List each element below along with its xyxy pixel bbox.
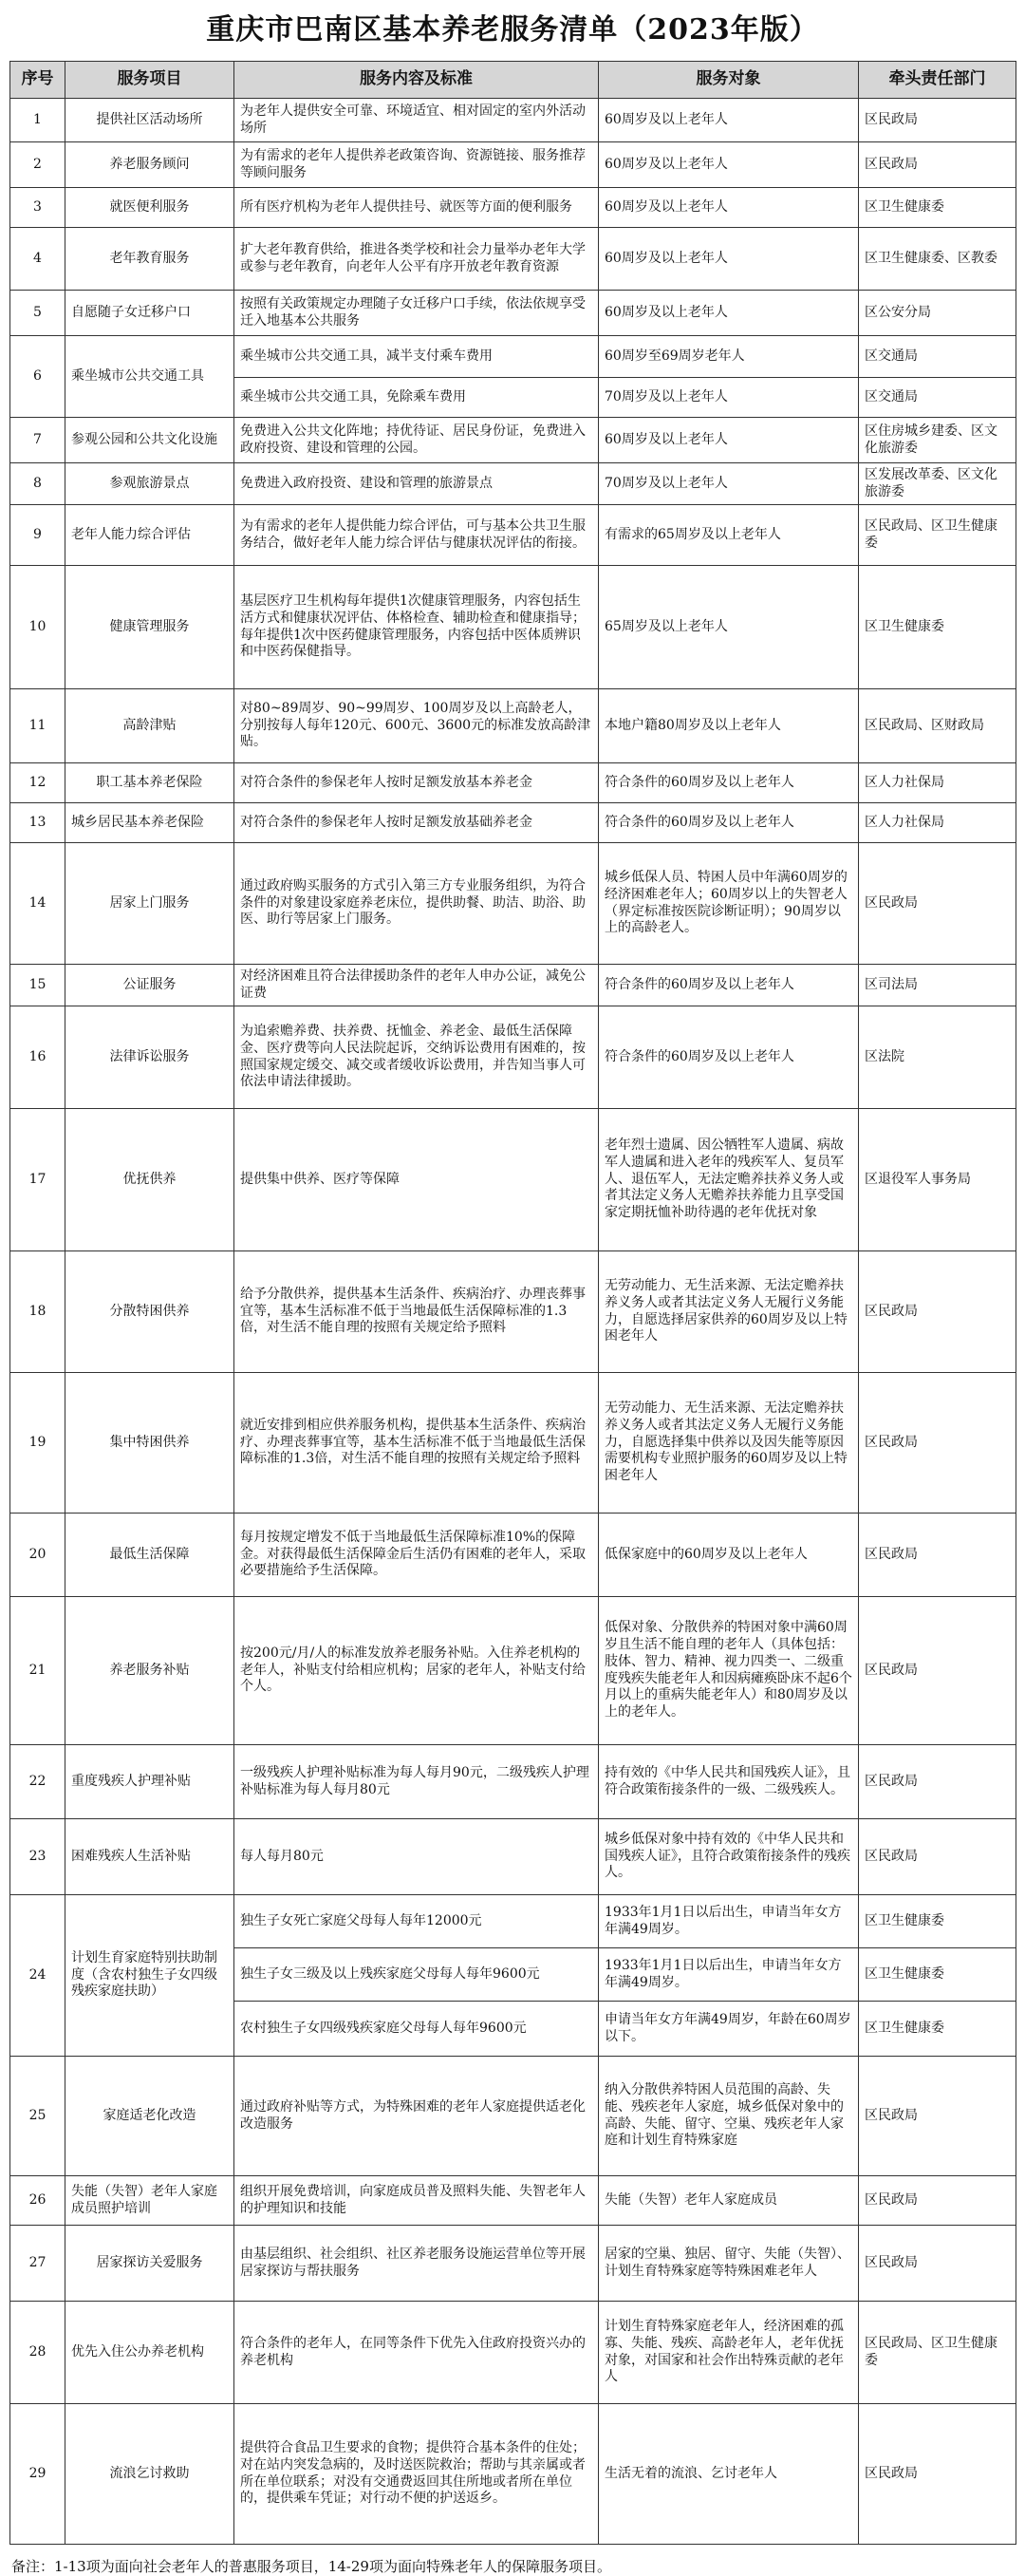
service-item: 老年教育服务	[65, 228, 234, 291]
service-target: 老年烈士遗属、因公牺牲军人遗属、病故军人遗属和进入老年的残疾军人、复员军人、退伍军人，无法定赡养扶养义务人或者其法定义务人无赡养扶养能力且享受国家定期抚恤补助待遇的老年优抚对象	[599, 1109, 859, 1251]
responsible-department: 区民政局	[859, 2176, 1016, 2226]
table-row	[10, 418, 1016, 463]
responsible-department: 区民政局	[859, 1597, 1016, 1745]
row-number: 25	[10, 2057, 65, 2176]
service-target: 低保家庭中的60周岁及以上老年人	[599, 1514, 859, 1597]
service-target: 70周岁及以上老年人	[599, 378, 859, 418]
service-item: 乘坐城市公共交通工具	[65, 336, 234, 418]
responsible-department: 区法院	[859, 1006, 1016, 1109]
table-row	[10, 965, 1016, 1006]
service-content: 提供符合食品卫生要求的食物；提供符合基本条件的住处；对在站内突发急病的，及时送医院救治；帮助与其亲属或者所在单位联系；对没有交通费返回其住所地或者所在单位的，提供乘车凭证；对行动不便的护送返乡。	[234, 2404, 599, 2545]
service-item: 高龄津贴	[65, 689, 234, 763]
service-content: 提供集中供养、医疗等保障	[234, 1109, 599, 1251]
service-item: 参观公园和公共文化设施	[65, 418, 234, 463]
table-row	[10, 505, 1016, 566]
service-target: 纳入分散供养特困人员范围的高龄、失能、残疾老年人家庭，城乡低保对象中的高龄、失能、留守、空巢、残疾老年人家庭和计划生育特殊家庭	[599, 2057, 859, 2176]
row-number: 13	[10, 803, 65, 843]
table-row	[10, 566, 1016, 689]
table-row	[10, 1251, 1016, 1373]
table-row	[10, 2057, 1016, 2176]
table-row	[10, 463, 1016, 505]
service-item: 优先入住公办养老机构	[65, 2302, 234, 2404]
service-target: 60周岁及以上老年人	[599, 291, 859, 336]
service-target: 60周岁及以上老年人	[599, 418, 859, 463]
service-target: 无劳动能力、无生活来源、无法定赡养扶养义务人或者其法定义务人无履行义务能力，自愿选择集中供养以及因失能等原因需要机构专业照护服务的60周岁及以上特困老年人	[599, 1373, 859, 1514]
service-item: 家庭适老化改造	[65, 2057, 234, 2176]
service-content: 一级残疾人护理补贴标准为每人每月90元，二级残疾人护理补贴标准为每人每月80元	[234, 1745, 599, 1819]
responsible-department: 区卫生健康委	[859, 1895, 1016, 1948]
service-item: 最低生活保障	[65, 1514, 234, 1597]
responsible-department: 区退役军人事务局	[859, 1109, 1016, 1251]
service-target: 本地户籍80周岁及以上老年人	[599, 689, 859, 763]
table-row	[10, 803, 1016, 843]
table-row	[10, 1373, 1016, 1514]
service-target: 60周岁至69周岁老年人	[599, 336, 859, 378]
row-number: 17	[10, 1109, 65, 1251]
service-content: 为追索赡养费、扶养费、抚恤金、养老金、最低生活保障金、医疗费等向人民法院起诉，交纳诉讼费用有困难的，按照国家规定缓交、减交或者缓收诉讼费用，并告知当事人可依法申请法律援助。	[234, 1006, 599, 1109]
service-content: 通过政府购买服务的方式引入第三方专业服务组织，为符合条件的对象建设家庭养老床位，提供助餐、助洁、助浴、助医、助行等居家上门服务。	[234, 843, 599, 965]
service-item: 参观旅游景点	[65, 463, 234, 505]
service-content: 由基层组织、社会组织、社区养老服务设施运营单位等开展居家探访与帮扶服务	[234, 2226, 599, 2302]
header-service-target: 服务对象	[599, 62, 859, 99]
table-row	[10, 2176, 1016, 2226]
row-number: 24	[10, 1895, 65, 2057]
row-number: 4	[10, 228, 65, 291]
responsible-department: 区住房城乡建委、区文化旅游委	[859, 418, 1016, 463]
service-content: 扩大老年教育供给，推进各类学校和社会力量举办老年大学或参与老年教育，向老年人公平有序开放老年教育资源	[234, 228, 599, 291]
header-department: 牵头责任部门	[859, 62, 1016, 99]
service-target: 计划生育特殊家庭老年人，经济困难的孤寡、失能、残疾、高龄老年人，老年优抚对象，对国家和社会作出特殊贡献的老年人	[599, 2302, 859, 2404]
row-number: 16	[10, 1006, 65, 1109]
service-item: 健康管理服务	[65, 566, 234, 689]
row-number: 23	[10, 1819, 65, 1895]
service-target: 60周岁及以上老年人	[599, 99, 859, 142]
service-target: 符合条件的60周岁及以上老年人	[599, 965, 859, 1006]
service-item: 公证服务	[65, 965, 234, 1006]
service-content: 免费进入公共文化阵地；持优待证、居民身份证，免费进入政府投资、建设和管理的公园。	[234, 418, 599, 463]
service-target: 70周岁及以上老年人	[599, 463, 859, 505]
table-row	[10, 1895, 1016, 1948]
service-content: 按照有关政策规定办理随子女迁移户口手续，依法依规享受迁入地基本公共服务	[234, 291, 599, 336]
responsible-department: 区卫生健康委	[859, 2002, 1016, 2057]
header-service-content: 服务内容及标准	[234, 62, 599, 99]
service-target: 有需求的65周岁及以上老年人	[599, 505, 859, 566]
service-target: 1933年1月1日以后出生，申请当年女方年满49周岁。	[599, 1948, 859, 2002]
service-content: 农村独生子女四级残疾家庭父母每人每年9600元	[234, 2002, 599, 2057]
service-target: 失能（失智）老年人家庭成员	[599, 2176, 859, 2226]
service-item: 流浪乞讨救助	[65, 2404, 234, 2545]
table-row	[10, 1819, 1016, 1895]
header-number: 序号	[10, 62, 65, 99]
service-target: 居家的空巢、独居、留守、失能（失智）、计划生育特殊家庭等特殊困难老年人	[599, 2226, 859, 2302]
row-number: 10	[10, 566, 65, 689]
row-number: 9	[10, 505, 65, 566]
responsible-department: 区交通局	[859, 378, 1016, 418]
row-number: 11	[10, 689, 65, 763]
responsible-department: 区人力社保局	[859, 803, 1016, 843]
service-content: 所有医疗机构为老年人提供挂号、就医等方面的便利服务	[234, 188, 599, 228]
table-body	[10, 99, 1016, 2545]
table-row	[10, 2302, 1016, 2404]
service-item: 失能（失智）老年人家庭成员照护培训	[65, 2176, 234, 2226]
service-content: 为有需求的老年人提供养老政策咨询、资源链接、服务推荐等顾问服务	[234, 142, 599, 188]
service-content: 为老年人提供安全可靠、环境适宜、相对固定的室内外活动场所	[234, 99, 599, 142]
row-number: 6	[10, 336, 65, 418]
service-content: 免费进入政府投资、建设和管理的旅游景点	[234, 463, 599, 505]
row-number: 12	[10, 763, 65, 803]
row-number: 19	[10, 1373, 65, 1514]
service-target: 符合条件的60周岁及以上老年人	[599, 803, 859, 843]
service-content: 为有需求的老年人提供能力综合评估，可与基本公共卫生服务结合，做好老年人能力综合评估与健康状况评估的衔接。	[234, 505, 599, 566]
row-number: 27	[10, 2226, 65, 2302]
service-item: 自愿随子女迁移户口	[65, 291, 234, 336]
service-content: 组织开展免费培训，向家庭成员普及照料失能、失智老年人的护理知识和技能	[234, 2176, 599, 2226]
service-target: 生活无着的流浪、乞讨老年人	[599, 2404, 859, 2545]
responsible-department: 区卫生健康委	[859, 566, 1016, 689]
row-number: 14	[10, 843, 65, 965]
service-item: 提供社区活动场所	[65, 99, 234, 142]
responsible-department: 区民政局	[859, 2404, 1016, 2545]
service-target: 60周岁及以上老年人	[599, 228, 859, 291]
service-item: 养老服务顾问	[65, 142, 234, 188]
row-number: 7	[10, 418, 65, 463]
responsible-department: 区民政局	[859, 99, 1016, 142]
responsible-department: 区发展改革委、区文化旅游委	[859, 463, 1016, 505]
responsible-department: 区民政局、区卫生健康委	[859, 505, 1016, 566]
service-item: 法律诉讼服务	[65, 1006, 234, 1109]
table-row	[10, 2404, 1016, 2545]
row-number: 18	[10, 1251, 65, 1373]
row-number: 1	[10, 99, 65, 142]
table-row	[10, 1109, 1016, 1251]
table-row	[10, 291, 1016, 336]
service-content: 按200元/月/人的标准发放养老服务补贴。入住养老机构的老年人，补贴支付给相应机构；居家的老年人，补贴支付给个人。	[234, 1597, 599, 1745]
row-number: 2	[10, 142, 65, 188]
service-content: 就近安排到相应供养服务机构，提供基本生活条件、疾病治疗、办理丧葬事宜等，基本生活标准不低于当地最低生活保障标准的1.3倍，对生活不能自理的按照有关规定给予照料	[234, 1373, 599, 1514]
service-target: 1933年1月1日以后出生，申请当年女方年满49周岁。	[599, 1895, 859, 1948]
row-number: 20	[10, 1514, 65, 1597]
table-row	[10, 1006, 1016, 1109]
service-content: 符合条件的老年人，在同等条件下优先入住政府投资兴办的养老机构	[234, 2302, 599, 2404]
service-target: 申请当年女方年满49周岁，年龄在60周岁以下。	[599, 2002, 859, 2057]
service-target: 60周岁及以上老年人	[599, 142, 859, 188]
row-number: 15	[10, 965, 65, 1006]
service-target: 城乡低保对象中持有效的《中华人民共和国残疾人证》，且符合政策衔接条件的残疾人。	[599, 1819, 859, 1895]
service-item: 职工基本养老保险	[65, 763, 234, 803]
row-number: 28	[10, 2302, 65, 2404]
table-row	[10, 1745, 1016, 1819]
service-item: 居家探访关爱服务	[65, 2226, 234, 2302]
service-target: 符合条件的60周岁及以上老年人	[599, 763, 859, 803]
responsible-department: 区民政局	[859, 843, 1016, 965]
responsible-department: 区司法局	[859, 965, 1016, 1006]
table-row	[10, 2226, 1016, 2302]
responsible-department: 区民政局	[859, 142, 1016, 188]
footnote: 备注：1-13项为面向社会老年人的普惠服务项目，14-29项为面向特殊老年人的保障服务项目。	[11, 2558, 611, 2575]
header-service-item: 服务项目	[65, 62, 234, 99]
service-content: 通过政府补贴等方式，为特殊困难的老年人家庭提供适老化改造服务	[234, 2057, 599, 2176]
responsible-department: 区民政局、区卫生健康委	[859, 2302, 1016, 2404]
responsible-department: 区卫生健康委	[859, 188, 1016, 228]
service-target: 65周岁及以上老年人	[599, 566, 859, 689]
responsible-department: 区卫生健康委、区教委	[859, 228, 1016, 291]
responsible-department: 区民政局	[859, 1514, 1016, 1597]
responsible-department: 区交通局	[859, 336, 1016, 378]
service-content: 给予分散供养，提供基本生活条件、疾病治疗、办理丧葬事宜等，基本生活标准不低于当地最低生活保障标准的1.3倍，对生活不能自理的按照有关规定给予照料	[234, 1251, 599, 1373]
responsible-department: 区民政局	[859, 1251, 1016, 1373]
responsible-department: 区民政局、区财政局	[859, 689, 1016, 763]
service-item: 城乡居民基本养老保险	[65, 803, 234, 843]
service-content: 每月按规定增发不低于当地最低生活保障标准10%的保障金。对获得最低生活保障金后生活仍有困难的老年人，采取必要措施给予生活保障。	[234, 1514, 599, 1597]
service-target: 符合条件的60周岁及以上老年人	[599, 1006, 859, 1109]
responsible-department: 区民政局	[859, 1745, 1016, 1819]
service-target: 持有效的《中华人民共和国残疾人证》，且符合政策衔接条件的一级、二级残疾人。	[599, 1745, 859, 1819]
service-item: 集中特困供养	[65, 1373, 234, 1514]
service-item: 养老服务补贴	[65, 1597, 234, 1745]
service-item: 分散特困供养	[65, 1251, 234, 1373]
service-content: 乘坐城市公共交通工具，免除乘车费用	[234, 378, 599, 418]
service-item: 优抚供养	[65, 1109, 234, 1251]
table-row	[10, 99, 1016, 142]
service-item: 就医便利服务	[65, 188, 234, 228]
document-title: 重庆市巴南区基本养老服务清单（2023年版）	[206, 13, 819, 47]
service-list-table	[9, 61, 1016, 2545]
service-content: 对80~89周岁、90~99周岁、100周岁及以上高龄老人，分别按每人每年120元、600元、3600元的标准发放高龄津贴。	[234, 689, 599, 763]
service-content: 对符合条件的参保老年人按时足额发放基础养老金	[234, 803, 599, 843]
service-item: 计划生育家庭特别扶助制度（含农村独生子女四级残疾家庭扶助）	[65, 1895, 234, 2057]
service-item: 重度残疾人护理补贴	[65, 1745, 234, 1819]
table-row	[10, 843, 1016, 965]
row-number: 21	[10, 1597, 65, 1745]
row-number: 22	[10, 1745, 65, 1819]
responsible-department: 区民政局	[859, 1819, 1016, 1895]
table-row	[10, 1597, 1016, 1745]
responsible-department: 区民政局	[859, 2057, 1016, 2176]
table-row	[10, 142, 1016, 188]
service-content: 对符合条件的参保老年人按时足额发放基本养老金	[234, 763, 599, 803]
service-content: 独生子女三级及以上残疾家庭父母每人每年9600元	[234, 1948, 599, 2002]
responsible-department: 区民政局	[859, 2226, 1016, 2302]
service-target: 60周岁及以上老年人	[599, 188, 859, 228]
table-header-row	[10, 62, 1016, 99]
service-target: 无劳动能力、无生活来源、无法定赡养扶养义务人或者其法定义务人无履行义务能力，自愿选择居家供养的60周岁及以上特困老年人	[599, 1251, 859, 1373]
responsible-department: 区公安分局	[859, 291, 1016, 336]
service-target: 低保对象、分散供养的特困对象中满60周岁且生活不能自理的老年人（具体包括：肢体、智力、精神、视力四类一、二级重度残疾失能老年人和因病瘫痪卧床不起6个月以上的重病失能老年人）和80周岁及以上的老年人。	[599, 1597, 859, 1745]
table-row	[10, 188, 1016, 228]
service-item: 居家上门服务	[65, 843, 234, 965]
service-content: 基层医疗卫生机构每年提供1次健康管理服务，内容包括生活方式和健康状况评估、体格检查、辅助检查和健康指导；每年提供1次中医药健康管理服务，内容包括中医体质辨识和中医药保健指导。	[234, 566, 599, 689]
service-target: 城乡低保人员、特困人员中年满60周岁的经济困难老年人；60周岁以上的失智老人（界定标准按医院诊断证明）；90周岁以上的高龄老人。	[599, 843, 859, 965]
row-number: 5	[10, 291, 65, 336]
table-row	[10, 228, 1016, 291]
service-content: 对经济困难且符合法律援助条件的老年人申办公证，减免公证费	[234, 965, 599, 1006]
table-row	[10, 336, 1016, 378]
responsible-department: 区卫生健康委	[859, 1948, 1016, 2002]
service-item: 困难残疾人生活补贴	[65, 1819, 234, 1895]
row-number: 26	[10, 2176, 65, 2226]
responsible-department: 区人力社保局	[859, 763, 1016, 803]
row-number: 29	[10, 2404, 65, 2545]
responsible-department: 区民政局	[859, 1373, 1016, 1514]
table-row	[10, 1514, 1016, 1597]
row-number: 3	[10, 188, 65, 228]
service-content: 乘坐城市公共交通工具，减半支付乘车费用	[234, 336, 599, 378]
service-content: 每人每月80元	[234, 1819, 599, 1895]
table-row	[10, 763, 1016, 803]
service-item: 老年人能力综合评估	[65, 505, 234, 566]
service-content: 独生子女死亡家庭父母每人每年12000元	[234, 1895, 599, 1948]
row-number: 8	[10, 463, 65, 505]
table-row	[10, 689, 1016, 763]
